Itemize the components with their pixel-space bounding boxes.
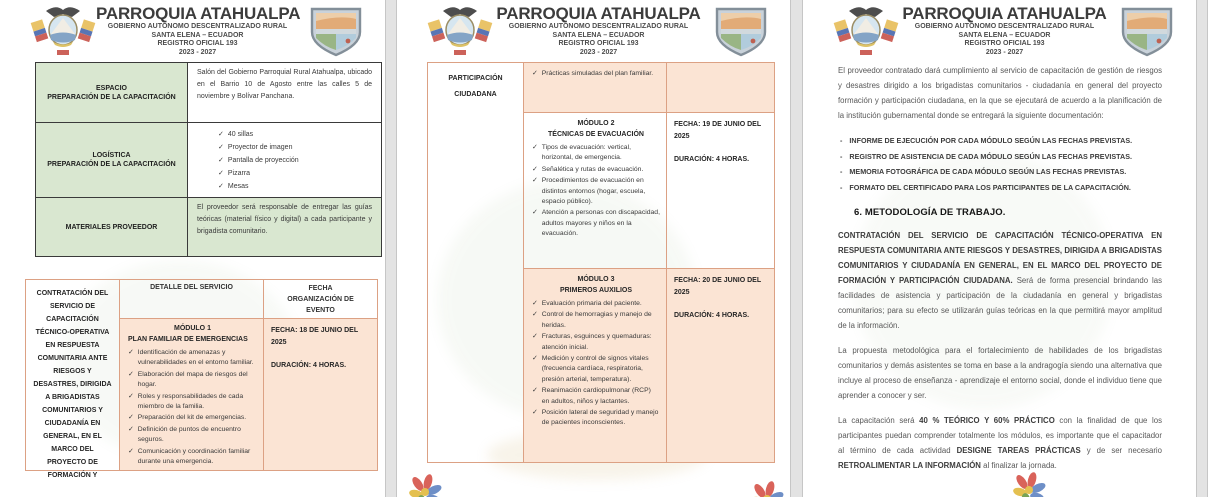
module1-continuation-fecha-cell [666, 63, 774, 113]
flower-logo-icon [406, 474, 444, 497]
list-item [532, 310, 660, 331]
prep-row1-value: Salón del Gobierno Parroquial Rural Atahualpa, ubicado en el Barrio 10 de Agosto entre las calles 5 de noviembre y Bolívar Panchana. [197, 69, 372, 100]
prep-row1-label-line2: PREPARACIÓN DE LA CAPACITACIÓN [47, 93, 176, 101]
page3-body [838, 63, 1162, 483]
header-line-3: REGISTRO OFICIAL 193 [964, 40, 1045, 48]
service-table-fecha-header [263, 280, 377, 319]
module3-subtitle: PRIMEROS AUXILIOS [559, 287, 633, 294]
document-page-3[interactable] [803, 0, 1196, 497]
module1-detail-cell [120, 319, 263, 470]
module2-detail-cell [524, 113, 666, 269]
service-table [25, 279, 378, 479]
list-item [128, 348, 257, 369]
module2-subtitle: TÉCNICAS DE EVACUACIÓN [548, 131, 644, 138]
ecuador-coat-of-arms-icon [829, 4, 903, 58]
prep-row1-label [36, 63, 188, 122]
service-table-left-header: CONTRATACIÓN DEL SERVICIO DE CAPACITACIÓN TÉCNICO-OPERATIVA EN RESPUESTA COMUNITARIA ANTE RIESGOS Y DESASTRES, DIRIGIDA A BRIGADISTAS COMUNITARIOS Y CIUDADANÍA EN GENERAL, EN EL MARCO DEL PROYECTO DE FORMACIÓN Y [26, 280, 120, 470]
check-icon [532, 176, 538, 186]
list-item-text: Evaluación primaria del paciente. [541, 300, 642, 307]
dash-icon [840, 164, 842, 180]
list-item [840, 133, 1162, 149]
list-item [218, 128, 375, 141]
documentation-list [840, 133, 1162, 195]
dash-icon [840, 133, 842, 149]
list-item [532, 143, 660, 164]
page-title: PARROQUIA ATAHUALPA [902, 4, 1107, 23]
list-item-text: FORMATO DEL CERTIFICADO PARA LOS PARTICIPANTES DE LA CAPACITACIÓN. [849, 182, 1131, 192]
list-item-text: Pantalla de proyección [227, 157, 299, 164]
text-segment: RETROALIMENTAR LA INFORMACIÓN [838, 461, 981, 470]
header-line-3: REGISTRO OFICIAL 193 [157, 40, 238, 48]
flower-logo-icon [1010, 472, 1048, 497]
prep-row2-label-line2: PREPARACIÓN DE LA CAPACITACIÓN [47, 161, 176, 168]
list-item [840, 149, 1162, 165]
prep-row2-label [36, 122, 188, 197]
prep-row1-label-line1: ESPACIO [96, 84, 127, 92]
text-segment: La capacitación será [838, 416, 920, 425]
check-icon [532, 354, 538, 364]
left-header-line2: CIUDADANA [454, 91, 497, 98]
paragraph-methodology [838, 228, 1162, 333]
module2-fecha: FECHA: 19 DE JUNIO DEL 2025 [674, 121, 761, 140]
check-icon [218, 128, 224, 141]
module1-fecha-cell [263, 319, 377, 470]
list-item-text: Reanimación cardiopulmonar (RCP) en adultos, niños y lactantes. [541, 387, 651, 405]
ecuador-coat-of-arms-icon [423, 4, 497, 58]
module2-duracion: DURACIÓN: 4 HORAS. [674, 156, 750, 163]
page-title: PARROQUIA ATAHUALPA [96, 4, 301, 23]
page-header [397, 2, 790, 60]
list-item [218, 154, 375, 167]
check-icon [532, 299, 538, 309]
prep-row3-label [36, 197, 188, 256]
module3-title: MÓDULO 3 [577, 276, 615, 283]
list-item-text: Fracturas, esguinces y quemaduras: atención inicial. [541, 333, 652, 351]
page-gutter [1196, 0, 1208, 497]
list-item-text: Tipos de evacuación: vertical, horizontal, de emergencia. [541, 144, 631, 162]
list-item [218, 141, 375, 154]
check-icon [532, 143, 538, 153]
list-item [218, 180, 375, 193]
service-table-detail-header: DETALLE DEL SERVICIO [120, 280, 263, 319]
fecha-header-line3: EVENTO [306, 307, 335, 314]
list-item-text: Roles y responsabilidades de cada miembro de la familia. [137, 392, 244, 411]
list-item-text: Identificación de amenazas y vulnerabilidades en el entorno familiar. [137, 349, 254, 367]
list-item-text: 40 sillas [227, 131, 254, 138]
module1-title: MÓDULO 1 [174, 325, 211, 332]
list-item-text: Elaboración del mapa de riesgos del hogar. [137, 370, 248, 389]
check-icon [218, 141, 224, 154]
check-icon [218, 180, 224, 193]
list-item-text: Medición y control de signos vitales (frecuencia cardíaca, respiratoria, presión arterial, temperatura). [541, 355, 649, 383]
check-icon [532, 408, 538, 418]
list-item [532, 208, 660, 239]
check-icon [532, 310, 538, 320]
text-segment: al finalizar la jornada. [980, 461, 1057, 470]
module3-duracion: DURACIÓN: 4 HORAS. [674, 312, 750, 319]
list-item [840, 164, 1162, 180]
fecha-header-line1: FECHA [308, 285, 333, 292]
list-item-text: MEMORIA FOTOGRÁFICA DE CADA MÓDULO SEGÚN LAS FECHAS PREVISTAS. [849, 167, 1127, 176]
check-icon [128, 425, 134, 435]
check-icon [128, 370, 134, 380]
list-item [128, 392, 257, 413]
document-page-1[interactable] [0, 0, 385, 497]
list-item [840, 180, 1162, 196]
list-item [128, 370, 257, 391]
module3-checklist [532, 299, 660, 429]
list-item-text: Preparación del kit de emergencias. [137, 414, 247, 422]
header-line-1: GOBIERNO AUTÓNOMO DESCENTRALIZADO RURAL [508, 23, 689, 30]
parish-crest-icon [1118, 5, 1176, 57]
header-line-2: SANTA ELENA – ECUADOR [552, 31, 645, 39]
check-icon [532, 68, 538, 79]
list-item [532, 408, 660, 429]
check-icon [218, 154, 224, 167]
page-title: PARROQUIA ATAHUALPA [496, 4, 701, 23]
list-item [532, 354, 660, 385]
check-icon [532, 332, 538, 342]
document-page-2[interactable] [397, 0, 790, 497]
module2-checklist [532, 143, 660, 240]
check-icon [128, 447, 134, 457]
check-icon [218, 167, 224, 180]
list-item-text: Procedimientos de evacuación en distintos entornos (hogar, escuela, espacio público). [541, 177, 646, 206]
check-icon [128, 413, 134, 423]
list-item [532, 299, 660, 309]
fecha-header-line2: ORGANIZACIÓN DE [287, 296, 354, 303]
list-item-text: Definición de puntos de encuentro seguros. [137, 425, 241, 444]
service-table-left-header [428, 63, 524, 462]
header-line-2: SANTA ELENA – ECUADOR [151, 31, 244, 39]
check-icon [128, 348, 134, 358]
prep-row3-label-line1: MATERIALES PROVEEDOR [65, 223, 158, 231]
text-segment: DESIGNE TAREAS PRÁCTICAS [956, 446, 1081, 455]
service-table-continued [427, 62, 775, 463]
module1-continuation-checklist [524, 63, 666, 113]
module2-title: MÓDULO 2 [577, 120, 615, 127]
header-line-4: 2023 - 2027 [985, 48, 1024, 56]
list-item [532, 68, 660, 79]
check-icon [128, 392, 134, 402]
list-item [128, 447, 257, 468]
list-item-text: Señalética y rutas de evacuación. [541, 165, 644, 173]
header-line-4: 2023 - 2027 [178, 48, 217, 56]
list-item [532, 386, 660, 407]
module3-fecha-cell [666, 269, 774, 462]
prep-row2-checklist [188, 122, 381, 197]
prep-row2-label-line1: LOGÍSTICA [92, 152, 131, 159]
module1-fecha: FECHA: 18 DE JUNIO DEL 2025 [271, 327, 358, 346]
dash-icon [840, 180, 842, 196]
list-item [128, 413, 257, 423]
preparation-table [35, 62, 382, 257]
page-header [0, 2, 385, 60]
list-item [532, 332, 660, 353]
list-item-text: Pizarra [227, 170, 251, 177]
dash-icon [840, 149, 842, 165]
paragraph-proposal: La propuesta metodológica para el fortalecimiento de habilidades de los brigadistas comunitarios y demás asistentes se toma en base a la andragogía siendo una alternativa que incluye al proceso de enseñanza - aprendizaje el entorno social, donde el individuo tiene que aprender a conocer y ser. [838, 346, 1162, 400]
ecuador-coat-of-arms-icon [26, 4, 100, 58]
module1-subtitle: PLAN FAMILIAR DE EMERGENCIAS [128, 336, 248, 343]
module1-duracion: DURACIÓN: 4 HORAS. [271, 362, 347, 369]
header-line-4: 2023 - 2027 [579, 48, 618, 56]
module2-fecha-cell [666, 113, 774, 269]
page-gutter [385, 0, 397, 497]
list-item-text: REGISTRO DE ASISTENCIA DE CADA MÓDULO SEGÚN LAS FECHAS PREVISTAS. [849, 151, 1133, 161]
header-line-1: GOBIERNO AUTÓNOMO DESCENTRALIZADO RURAL [914, 23, 1095, 30]
list-item-text: INFORME DE EJECUCIÓN POR CADA MÓDULO SEGÚN LAS FECHAS PREVISTAS. [849, 136, 1133, 145]
section-heading: 6. METODOLOGÍA DE TRABAJO. [854, 207, 1006, 218]
paragraph-intro: El proveedor contratado dará cumplimiento al servicio de capacitación de gestión de riesgos y desastres dirigido a los brigadistas comunitarios - ciudadanía en general del proyecto formación y participación ciudadana, en la que se ejecutará de acuerdo a la planificación de la institución gubernamental donde se entregará la siguiente documentación: [838, 66, 1162, 120]
check-icon [532, 165, 538, 175]
header-line-2: SANTA ELENA – ECUADOR [958, 31, 1051, 39]
parish-crest-icon [307, 5, 365, 57]
list-item-text: Proyector de imagen [227, 144, 293, 151]
parish-crest-icon [712, 5, 770, 57]
list-item [532, 176, 660, 207]
list-item-text: Prácticas simuladas del plan familiar. [541, 70, 654, 77]
list-item [532, 165, 660, 175]
paragraph-theory-practice [838, 413, 1162, 473]
module3-detail-cell [524, 269, 666, 462]
page-gutter [790, 0, 803, 497]
list-item-text: Atención a personas con discapacidad, adultos mayores y niños en la evacuación. [541, 209, 660, 238]
list-item [218, 167, 375, 180]
check-icon [532, 208, 538, 218]
text-segment: CONTRATACIÓN DEL SERVICIO DE CAPACITACIÓN TÉCNICO-OPERATIVA EN RESPUESTA COMUNITARIA ANTE RIESGOS Y DESASTRES, DIRIGIDA A BRIGADISTAS COMUNITARIOS Y CIUDADANÍA EN GENERAL, EN EL MARCO DEL PROYECTO DE FORMACIÓN Y PARTICIPACIÓN CIUDADANA. [838, 231, 1162, 285]
left-header-line1: PARTICIPACIÓN [448, 75, 503, 82]
text-segment: con la finalidad de que los participantes puedan comprender totalmente los módulos, es importante que el capacitador al término de cada actividad [838, 416, 1162, 455]
prep-row3-value: El proveedor será responsable de entregar las guías teóricas (material físico y digital) a cada participante y brigadista comunitario. [188, 197, 381, 256]
text-segment: 40 % TEÓRICO Y 60% PRÁCTICO [919, 416, 1055, 425]
list-item-text: Mesas [227, 183, 249, 190]
module1-checklist [128, 348, 257, 467]
check-icon [532, 386, 538, 396]
list-item-text: Posición lateral de seguridad y manejo de pacientes inconscientes. [541, 409, 659, 427]
list-item-text: Control de hemorragias y manejo de heridas. [541, 311, 652, 329]
header-line-1: GOBIERNO AUTÓNOMO DESCENTRALIZADO RURAL [107, 23, 288, 30]
list-item [128, 425, 257, 446]
list-item-text: Comunicación y coordinación familiar durante una emergencia. [137, 447, 251, 466]
page-header [803, 2, 1196, 60]
module3-fecha: FECHA: 20 DE JUNIO DEL 2025 [674, 277, 761, 296]
text-segment: Será de forma presencial brindando las facilidades de asistencia y participación de la ciudadanía en general y brigadistas comunitarios; para su efecto se utilizarán guías teóricas en la que permitirá mayor amplitud de la información. [838, 276, 1162, 330]
header-line-3: REGISTRO OFICIAL 193 [558, 40, 639, 48]
flower-logo-icon [748, 481, 786, 497]
text-segment: y de ser necesario [1080, 446, 1162, 455]
